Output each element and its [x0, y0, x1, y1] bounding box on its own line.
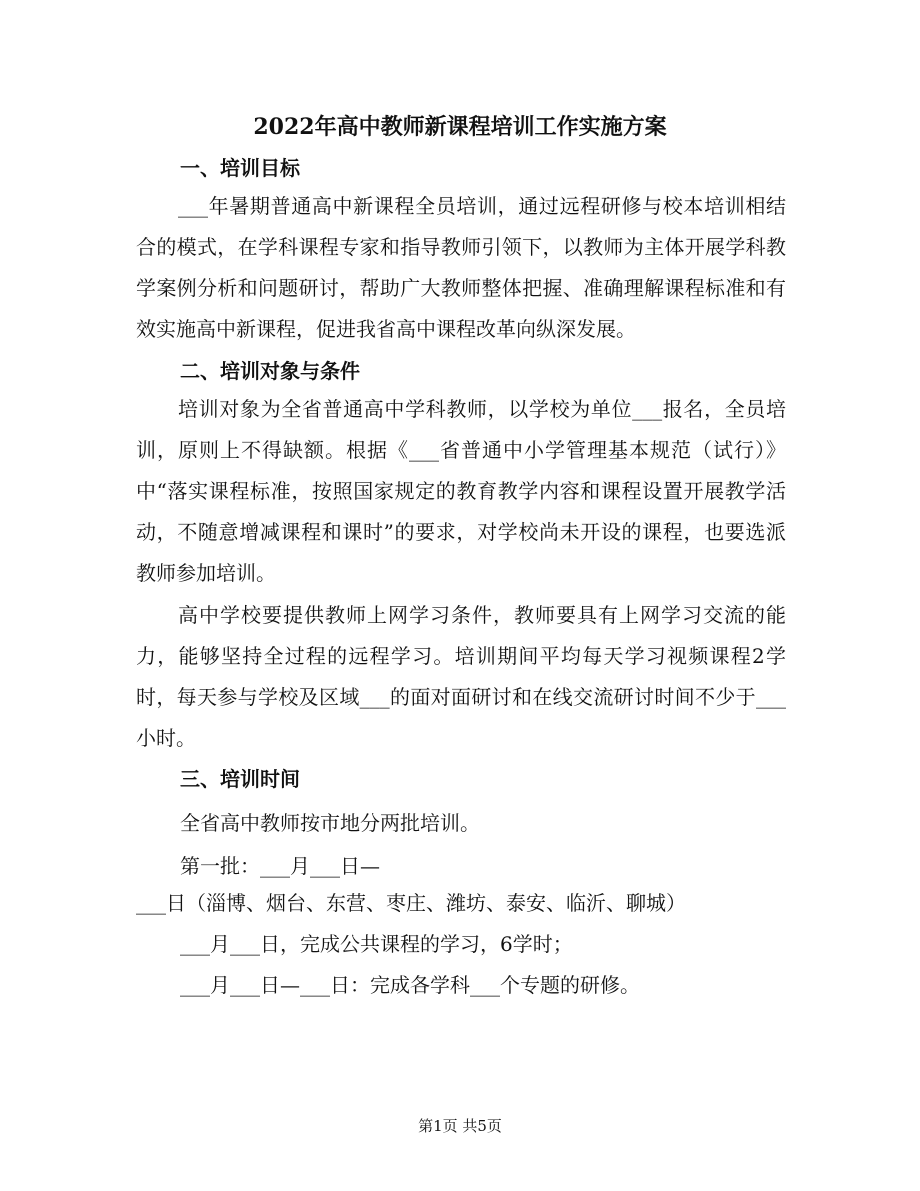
section-heading-schedule: 三、培训时间	[180, 767, 300, 791]
paragraph-conditions: 高中学校要提供教师上网学习条件，教师要具有上网学习交流的能力，能够坚持全过程的远程学习。培训期间平均每天学习视频课程2学时，每天参与学校及区域___的面对面研讨和在线交流研讨时间不少于___小时。	[136, 603, 786, 750]
section-heading-participants: 二、培训对象与条件	[180, 359, 360, 383]
page-footer: 第1页 共5页	[418, 1117, 502, 1135]
paragraph-participants: 培训对象为全省普通高中学科教师，以学校为单位___报名，全员培训，原则上不得缺额。根据《___省普通中小学管理基本规范（试行）》中“落实课程标准，按照国家规定的教育教学内容和课程设置开展教学活动，不随意增减课程和课时”的要求，对学校尚未开设的课程，也要选派教师参加培训。	[136, 397, 786, 585]
section-heading-goals: 一、培训目标	[180, 156, 300, 180]
document-title: 2022年高中教师新课程培训工作实施方案	[253, 114, 667, 140]
schedule-line-public-course: ___月___日，完成公共课程的学习，6学时；	[180, 932, 573, 956]
schedule-line-cities: ___日（淄博、烟台、东营、枣庄、潍坊、泰安、临沂、聊城）	[136, 891, 686, 915]
schedule-line-overview: 全省高中教师按市地分两批培训。	[180, 811, 480, 835]
schedule-line-batch-one: 第一批：___月___日—	[180, 854, 380, 878]
paragraph-goals: ___年暑期普通高中新课程全员培训，通过远程研修与校本培训相结合的模式，在学科课程专家和指导教师引领下，以教师为主体开展学科教学案例分析和问题研讨，帮助广大教师整体把握、准确理解课程标准和有效实施高中新课程，促进我省高中课程改革向纵深发展。	[136, 194, 786, 341]
schedule-line-subject-study: ___月___日—___日：完成各学科___个专题的研修。	[180, 973, 640, 997]
